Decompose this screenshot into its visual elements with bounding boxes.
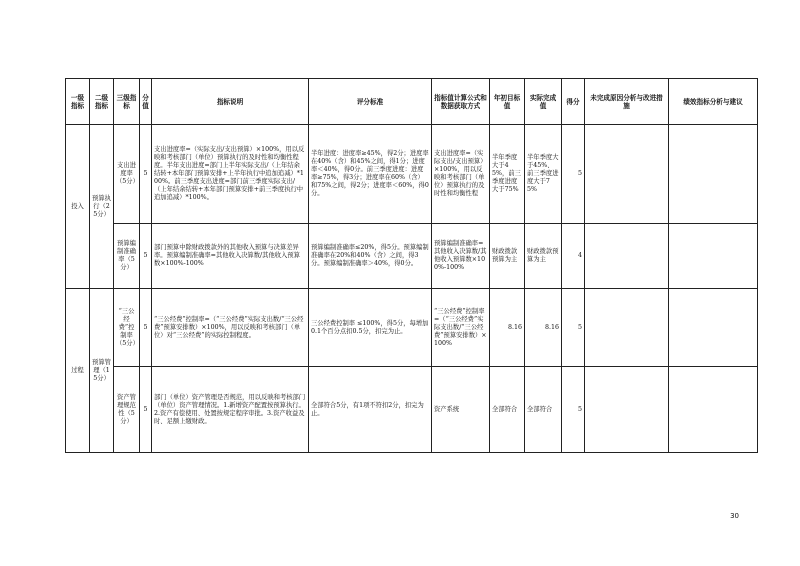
row4-lvl3: 资产管理规范性（5分） (114, 367, 140, 453)
row2-desc: 部门预算中除财政拨款外的其他收入预算与决算差异率。预算编制准确率=其他收入决算数/其他收入预算数×100%-100% (152, 224, 309, 289)
header-desc: 指标说明 (152, 79, 309, 125)
row1-reason (585, 125, 669, 224)
page-number: 30 (730, 512, 739, 520)
row4-formula: 资产系统 (432, 367, 490, 453)
row3-criteria: 三公经费控制率 ≤100%，得5分，每增加0.1个百分点扣0.5分，扣完为止。 (309, 289, 432, 367)
table-row (66, 367, 758, 453)
row4-actual: 全部符合 (525, 367, 562, 453)
row3-desc: “三公经费”控制率=（“三公经费”实际支出数/“三公经费”预算安排数）×100%，用以反映和考核部门（单位）对“三公经费”的实际控制程度。 (152, 289, 309, 367)
row1-target: 半年季度大于45%，前三季度进度大于75% (490, 125, 525, 224)
row2-got: 4 (562, 224, 585, 289)
header-got: 得分 (562, 79, 585, 125)
row1-criteria: 半年进度：进度率≥45%，得2分；进度率在40%（含）和45%之间，得1分；进度率＜40%，得0分。前三季度进度：进度率≥75%，得3分；进度率在60%（含）和75%之间，得2分；进度率＜60%，得0分。 (309, 125, 432, 224)
row2-actual: 财政拨款预算为主 (525, 224, 562, 289)
row3-lvl3: “三公经费”控制率（5分） (114, 289, 140, 367)
row2-suggest (669, 224, 758, 289)
row2-lvl3: 预算编制准确率（5分） (114, 224, 140, 289)
header-criteria: 评分标准 (309, 79, 432, 125)
sub-budget-mgmt: 预算管理（15分） (90, 289, 114, 453)
row4-reason (585, 367, 669, 453)
row2-score: 5 (140, 224, 152, 289)
row1-desc: 支出进度率=（实际支出/支出预算）×100%，用以反映和考核部门（单位）预算执行的及时性和均衡性程度。半年支出进度=部门上半年实际支出/（上年结余结转+本年部门预算安排+上半年执行中追加追减）*100%。前三季度支出进度=部门前三季度实际支出/（上年结余结转+本年部门预算安排+前三季度执行中追加追减）*100%。 (152, 125, 309, 224)
row1-formula: 支出进度率=（实际支出/支出预算）×100%，用以反映和考核部门（单位）预算执行的及时性和均衡性程 (432, 125, 490, 224)
row1-suggest (669, 125, 758, 224)
table-row (66, 224, 758, 289)
row3-formula: “三公经费”控制率=（“三公经费”实际支出数/“三公经费”预算安排数）×100% (432, 289, 490, 367)
header-lvl3: 三级指标 (114, 79, 140, 125)
row3-suggest (669, 289, 758, 367)
row4-criteria: 全部符合5分，有1项不符扣2分，扣完为止。 (309, 367, 432, 453)
row4-score: 5 (140, 367, 152, 453)
row4-got: 5 (562, 367, 585, 453)
group-input: 投入 (66, 125, 90, 289)
row3-actual: 8.16 (525, 289, 562, 367)
table-row (66, 125, 758, 224)
row3-reason (585, 289, 669, 367)
row3-target: 8.16 (490, 289, 525, 367)
evaluation-table (65, 78, 758, 453)
sub-budget-exec: 预算执行（25分） (90, 125, 114, 289)
header-target: 年初目标值 (490, 79, 525, 125)
row3-score: 5 (140, 289, 152, 367)
header-lvl2: 二级指标 (90, 79, 114, 125)
row2-reason (585, 224, 669, 289)
row2-formula: 预算编制准确率=其他收入决算数/其他收入预算数×100%-100% (432, 224, 490, 289)
row4-suggest (669, 367, 758, 453)
header-suggest: 绩效指标分析与建议 (669, 79, 758, 125)
row1-actual: 半年季度大于45%、前三季度进度大于75% (525, 125, 562, 224)
row2-criteria: 预算编制准确率≤20%，得5分。预算编制准确率在20%和40%（含）之间，得3分。预算编制准确率＞40%，得0分。 (309, 224, 432, 289)
header-row (66, 79, 758, 125)
row2-target: 财政拨款预算为主 (490, 224, 525, 289)
row1-got: 5 (562, 125, 585, 224)
row4-desc: 部门（单位）资产管理是否规范，用以反映和考核部门（单位）资产管理情况。1.新增资产配置按预算执行。2.资产有偿使用、处置按规定程序审批。3.资产收益及时、足额上缴财政。 (152, 367, 309, 453)
header-lvl1: 一级指标 (66, 79, 90, 125)
header-formula: 指标值计算公式和数据获取方式 (432, 79, 490, 125)
row1-score: 5 (140, 125, 152, 224)
header-reason: 未完成原因分析与改进措施 (585, 79, 669, 125)
header-actual: 实际完成值 (525, 79, 562, 125)
row4-target: 全部符合 (490, 367, 525, 453)
row1-lvl3: 支出进度率（5分） (114, 125, 140, 224)
table-row (66, 289, 758, 367)
group-process: 过程 (66, 289, 90, 453)
row3-got: 5 (562, 289, 585, 367)
header-score: 分值 (140, 79, 152, 125)
